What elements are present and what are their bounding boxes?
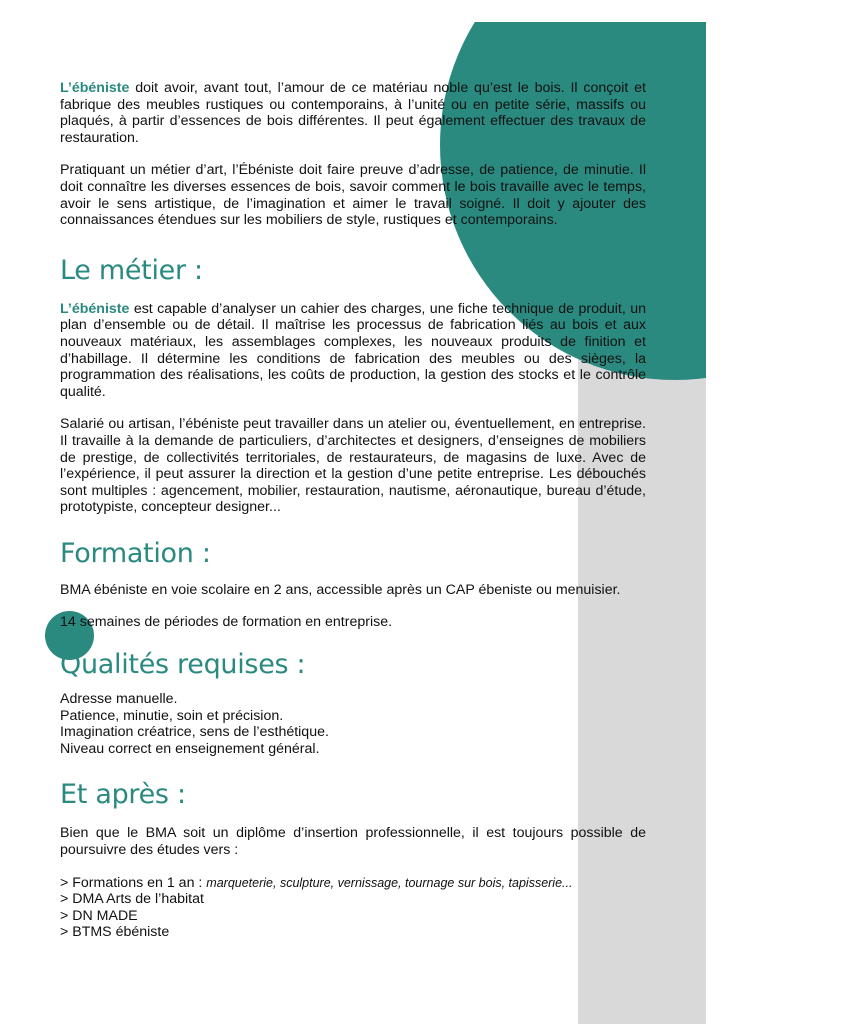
intro-paragraph-1 [60, 80, 646, 146]
qualites-item: Niveau correct en enseignement général. [60, 740, 320, 757]
intro-paragraph-2: Pratiquant un métier d’art, l’Ébéniste doit faire preuve d’adresse, de patience, de minutie. Il doit connaître les diverses essences de bois, savoir comment le bois travaille avec le temps, avoir le sens artistique, de l’imagination et aimer le travail soigné. Il doit y ajouter des connaissances étendues sur les mobiliers de style, rustiques et contemporains. [60, 162, 646, 229]
metier-paragraph-1 [60, 301, 646, 401]
formation-paragraph-1: BMA ébéniste en voie scolaire en 2 ans, accessible après un CAP ébeniste ou menuisier. [60, 581, 621, 598]
metier-paragraph-2: Salarié ou artisan, l’ébéniste peut travailler dans un atelier ou, éventuellement, en entreprise. Il travaille à la demande de particuliers, d’architectes et designers, d’enseignes de mobiliers de prestige, de collectivités territoriales, de restaurateurs, de magasins de luxe. Avec de l’expérience, il peut assurer la direction et la gestion d’une petite entreprise. Les débouchés sont multiples : agencement, mobilier, restauration, nautisme, aéronautique, bureau d’étude, prototypiste, concepteur designer... [60, 416, 646, 516]
section-title-metier: Le métier : [60, 254, 203, 286]
keyword-ebeniste-2: L’ébéniste [60, 300, 130, 317]
section-title-formation: Formation : [60, 537, 211, 569]
section-title-apres: Et après : [60, 779, 186, 811]
qualites-item: Adresse manuelle. [60, 691, 178, 708]
apres-item-formations-detail: marqueterie, sculpture, vernissage, tournage sur bois, tapisserie... [206, 875, 573, 890]
apres-item-formations [60, 875, 646, 892]
qualites-item: Patience, minutie, soin et précision. [60, 707, 284, 724]
formation-paragraph-2: 14 semaines de périodes de formation en entreprise. [60, 614, 393, 631]
apres-item-dnmade: > DN MADE [60, 907, 138, 924]
apres-item-dma: > DMA Arts de l’habitat [60, 891, 204, 908]
section-title-qualites: Qualités requises : [60, 649, 306, 681]
apres-paragraph: Bien que le BMA soit un diplôme d’insertion professionnelle, il est toujours possible de poursuivre des études vers : [60, 825, 646, 859]
apres-item-btms: > BTMS ébéniste [60, 924, 170, 941]
qualites-item: Imagination créatrice, sens de l’esthétique. [60, 724, 329, 741]
apres-item-formations-main: > Formations en 1 an : [60, 874, 207, 891]
keyword-ebeniste: L’ébéniste [60, 80, 130, 96]
metier-paragraph-1-text: est capable d’analyser un cahier des charges, une fiche technique de produit, un plan d’ensemble ou de détail. Il maîtrise les processus de fabrication liés au bois et aux nouveaux matériaux, les assemblages complexes, les nouveaux produits de finition et d’habillage. Il détermine les conditions de fabrication des meubles ou des sièges, la programmation des réalisations, les coûts de production, la gestion des stocks et le contrôle qualité. [60, 300, 646, 400]
intro-paragraph-1-text: doit avoir, avant tout, l’amour de ce matériau noble qu’est le bois. Il conçoit et fabrique des meubles rustiques ou contemporains, à l’unité ou en petite série, massifs ou plaqués, à partir d’essences de bois différentes. Il peut également effectuer des travaux de restauration. [60, 80, 646, 146]
right-margin [706, 0, 848, 1024]
page-content [60, 80, 646, 941]
top-margin [0, 0, 848, 22]
